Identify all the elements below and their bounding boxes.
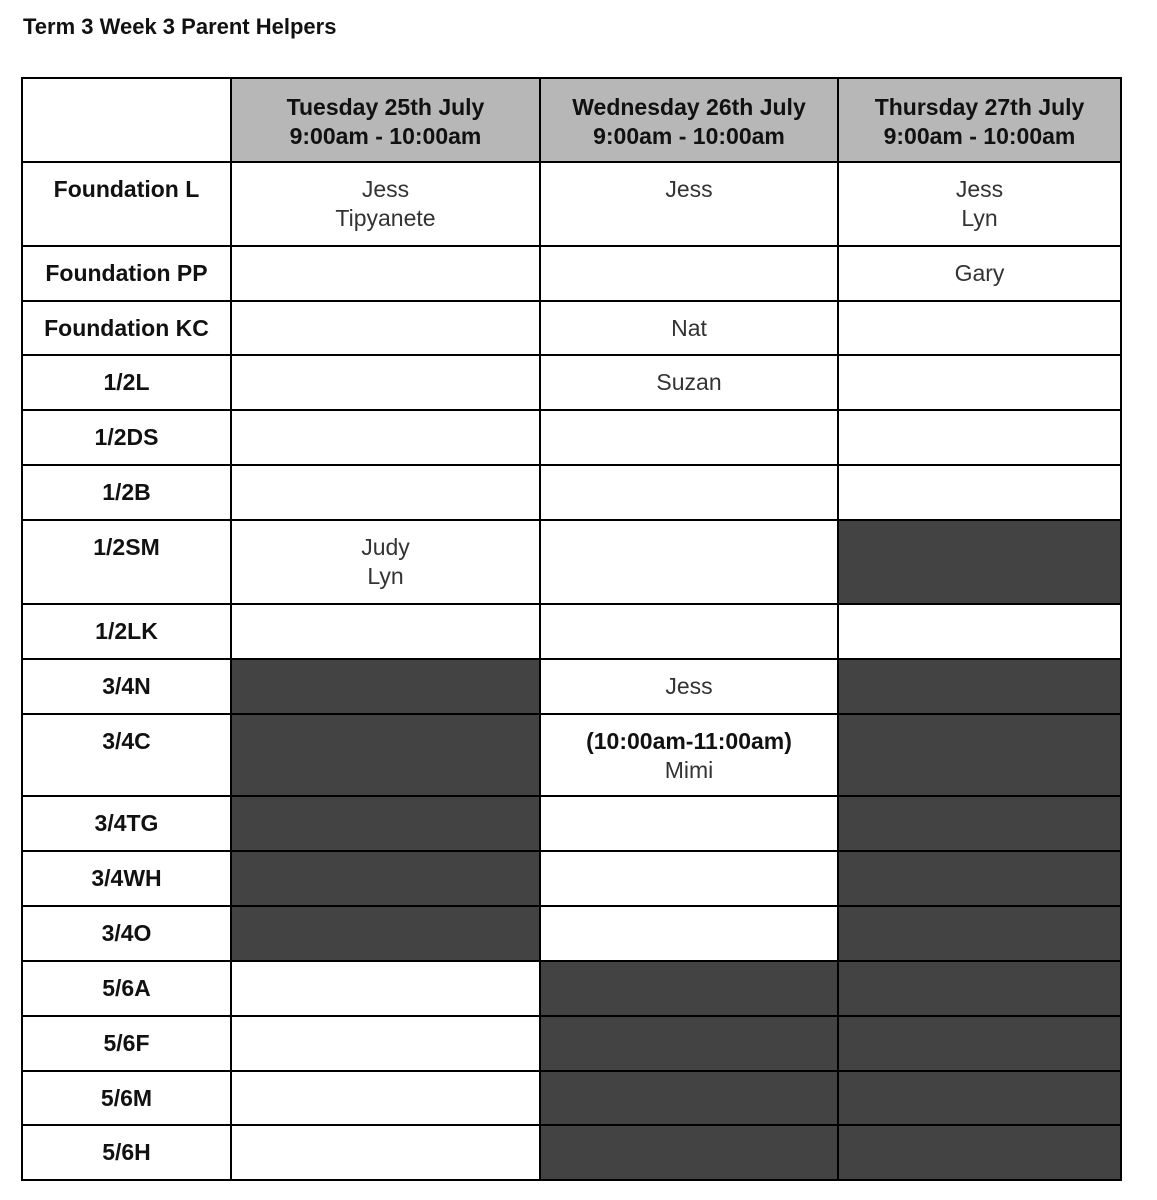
helper-slot-thursday bbox=[838, 246, 1121, 301]
helper-slot-wednesday bbox=[540, 851, 838, 906]
time-label: 9:00am - 10:00am bbox=[289, 123, 482, 149]
unavailable-cell-wednesday bbox=[540, 1016, 838, 1071]
helper-slot-wednesday bbox=[540, 714, 838, 796]
table-row bbox=[22, 659, 1121, 714]
class-name-cell: 1/2L bbox=[22, 355, 231, 410]
unavailable-cell-tuesday bbox=[231, 714, 540, 796]
table-row bbox=[22, 961, 1121, 1016]
helper-name: Jess bbox=[955, 176, 1004, 202]
document-title: Term 3 Week 3 Parent Helpers bbox=[23, 14, 337, 39]
table-row bbox=[22, 1016, 1121, 1071]
unavailable-cell-thursday bbox=[838, 906, 1121, 961]
class-name-cell: 5/6M bbox=[22, 1071, 231, 1125]
helper-name: Jess bbox=[665, 673, 713, 699]
helper-name: Jess bbox=[665, 176, 713, 202]
day-header-wednesday bbox=[540, 78, 838, 162]
helper-slot-thursday bbox=[838, 410, 1121, 465]
helper-slot-tuesday bbox=[231, 162, 540, 246]
class-name-cell: 1/2SM bbox=[22, 520, 231, 604]
class-name-cell: 3/4WH bbox=[22, 851, 231, 906]
unavailable-cell-tuesday bbox=[231, 851, 540, 906]
header-corner-cell bbox=[22, 78, 231, 162]
helper-name: Lyn bbox=[961, 205, 998, 231]
table-row bbox=[22, 465, 1121, 520]
time-label: 9:00am - 10:00am bbox=[593, 123, 785, 149]
day-header-tuesday bbox=[231, 78, 540, 162]
helper-slot-tuesday bbox=[231, 1071, 540, 1125]
unavailable-cell-thursday bbox=[838, 1016, 1121, 1071]
table-row bbox=[22, 520, 1121, 604]
unavailable-cell-thursday bbox=[838, 961, 1121, 1016]
unavailable-cell-wednesday bbox=[540, 1071, 838, 1125]
helper-name: Gary bbox=[954, 260, 1005, 286]
parent-helpers-table bbox=[21, 77, 1122, 1181]
unavailable-cell-wednesday bbox=[540, 961, 838, 1016]
day-header-thursday bbox=[838, 78, 1121, 162]
unavailable-cell-thursday bbox=[838, 714, 1121, 796]
helper-slot-tuesday bbox=[231, 301, 540, 355]
table-row bbox=[22, 246, 1121, 301]
helper-slot-wednesday bbox=[540, 246, 838, 301]
class-name-cell: 3/4O bbox=[22, 906, 231, 961]
helper-slot-tuesday bbox=[231, 355, 540, 410]
helper-name: Mimi bbox=[664, 757, 714, 783]
table-row bbox=[22, 1071, 1121, 1125]
helper-slot-wednesday bbox=[540, 162, 838, 246]
class-name-cell: 1/2DS bbox=[22, 410, 231, 465]
class-name-cell: 1/2B bbox=[22, 465, 231, 520]
table-row bbox=[22, 355, 1121, 410]
class-name-cell: 1/2LK bbox=[22, 604, 231, 659]
helper-slot-wednesday bbox=[540, 301, 838, 355]
helper-slot-wednesday bbox=[540, 355, 838, 410]
table-row bbox=[22, 906, 1121, 961]
helper-slot-wednesday bbox=[540, 906, 838, 961]
unavailable-cell-tuesday bbox=[231, 906, 540, 961]
unavailable-cell-thursday bbox=[838, 851, 1121, 906]
class-name-cell: 5/6H bbox=[22, 1125, 231, 1180]
helper-slot-tuesday bbox=[231, 604, 540, 659]
table-row bbox=[22, 714, 1121, 796]
class-name-cell: 3/4TG bbox=[22, 796, 231, 851]
helper-slot-wednesday bbox=[540, 410, 838, 465]
day-label: Thursday 27th July bbox=[874, 94, 1085, 120]
table-row bbox=[22, 796, 1121, 851]
table-row bbox=[22, 604, 1121, 659]
table-header-row bbox=[22, 78, 1121, 162]
helper-slot-wednesday bbox=[540, 659, 838, 714]
helper-name: Lyn bbox=[367, 563, 404, 589]
table-row bbox=[22, 301, 1121, 355]
unavailable-cell-thursday bbox=[838, 659, 1121, 714]
helper-slot-tuesday bbox=[231, 1016, 540, 1071]
helper-slot-wednesday bbox=[540, 604, 838, 659]
helper-slot-wednesday bbox=[540, 465, 838, 520]
helper-slot-tuesday bbox=[231, 465, 540, 520]
class-name-cell: Foundation KC bbox=[22, 301, 231, 355]
helper-slot-tuesday bbox=[231, 410, 540, 465]
helper-slot-thursday bbox=[838, 604, 1121, 659]
helper-slot-tuesday bbox=[231, 520, 540, 604]
helper-slot-wednesday bbox=[540, 520, 838, 604]
helper-slot-tuesday bbox=[231, 961, 540, 1016]
time-note: (10:00am-11:00am) bbox=[586, 728, 792, 754]
class-name-cell: 5/6A bbox=[22, 961, 231, 1016]
time-label: 9:00am - 10:00am bbox=[883, 123, 1076, 149]
helper-slot-thursday bbox=[838, 355, 1121, 410]
table-row bbox=[22, 162, 1121, 246]
helper-slot-thursday bbox=[838, 301, 1121, 355]
class-name-cell: 5/6F bbox=[22, 1016, 231, 1071]
table-row bbox=[22, 1125, 1121, 1180]
day-label: Wednesday 26th July bbox=[572, 94, 806, 120]
class-name-cell: Foundation L bbox=[22, 162, 231, 246]
unavailable-cell-wednesday bbox=[540, 1125, 838, 1180]
helper-name: Suzan bbox=[656, 369, 722, 395]
unavailable-cell-thursday bbox=[838, 1125, 1121, 1180]
unavailable-cell-thursday bbox=[838, 1071, 1121, 1125]
helper-slot-thursday bbox=[838, 465, 1121, 520]
unavailable-cell-tuesday bbox=[231, 659, 540, 714]
unavailable-cell-tuesday bbox=[231, 796, 540, 851]
unavailable-cell-thursday bbox=[838, 520, 1121, 604]
helper-slot-thursday bbox=[838, 162, 1121, 246]
table-body bbox=[22, 162, 1121, 1180]
helper-name: Nat bbox=[671, 315, 707, 341]
class-name-cell: 3/4C bbox=[22, 714, 231, 796]
class-name-cell: 3/4N bbox=[22, 659, 231, 714]
table-row bbox=[22, 851, 1121, 906]
table-row bbox=[22, 410, 1121, 465]
day-label: Tuesday 25th July bbox=[286, 94, 485, 120]
unavailable-cell-thursday bbox=[838, 796, 1121, 851]
helper-name: Jess bbox=[361, 176, 410, 202]
helper-name: Judy bbox=[361, 534, 410, 560]
helper-name: Tipyanete bbox=[335, 205, 436, 231]
helper-slot-wednesday bbox=[540, 796, 838, 851]
class-name-cell: Foundation PP bbox=[22, 246, 231, 301]
helper-slot-tuesday bbox=[231, 246, 540, 301]
helper-slot-tuesday bbox=[231, 1125, 540, 1180]
